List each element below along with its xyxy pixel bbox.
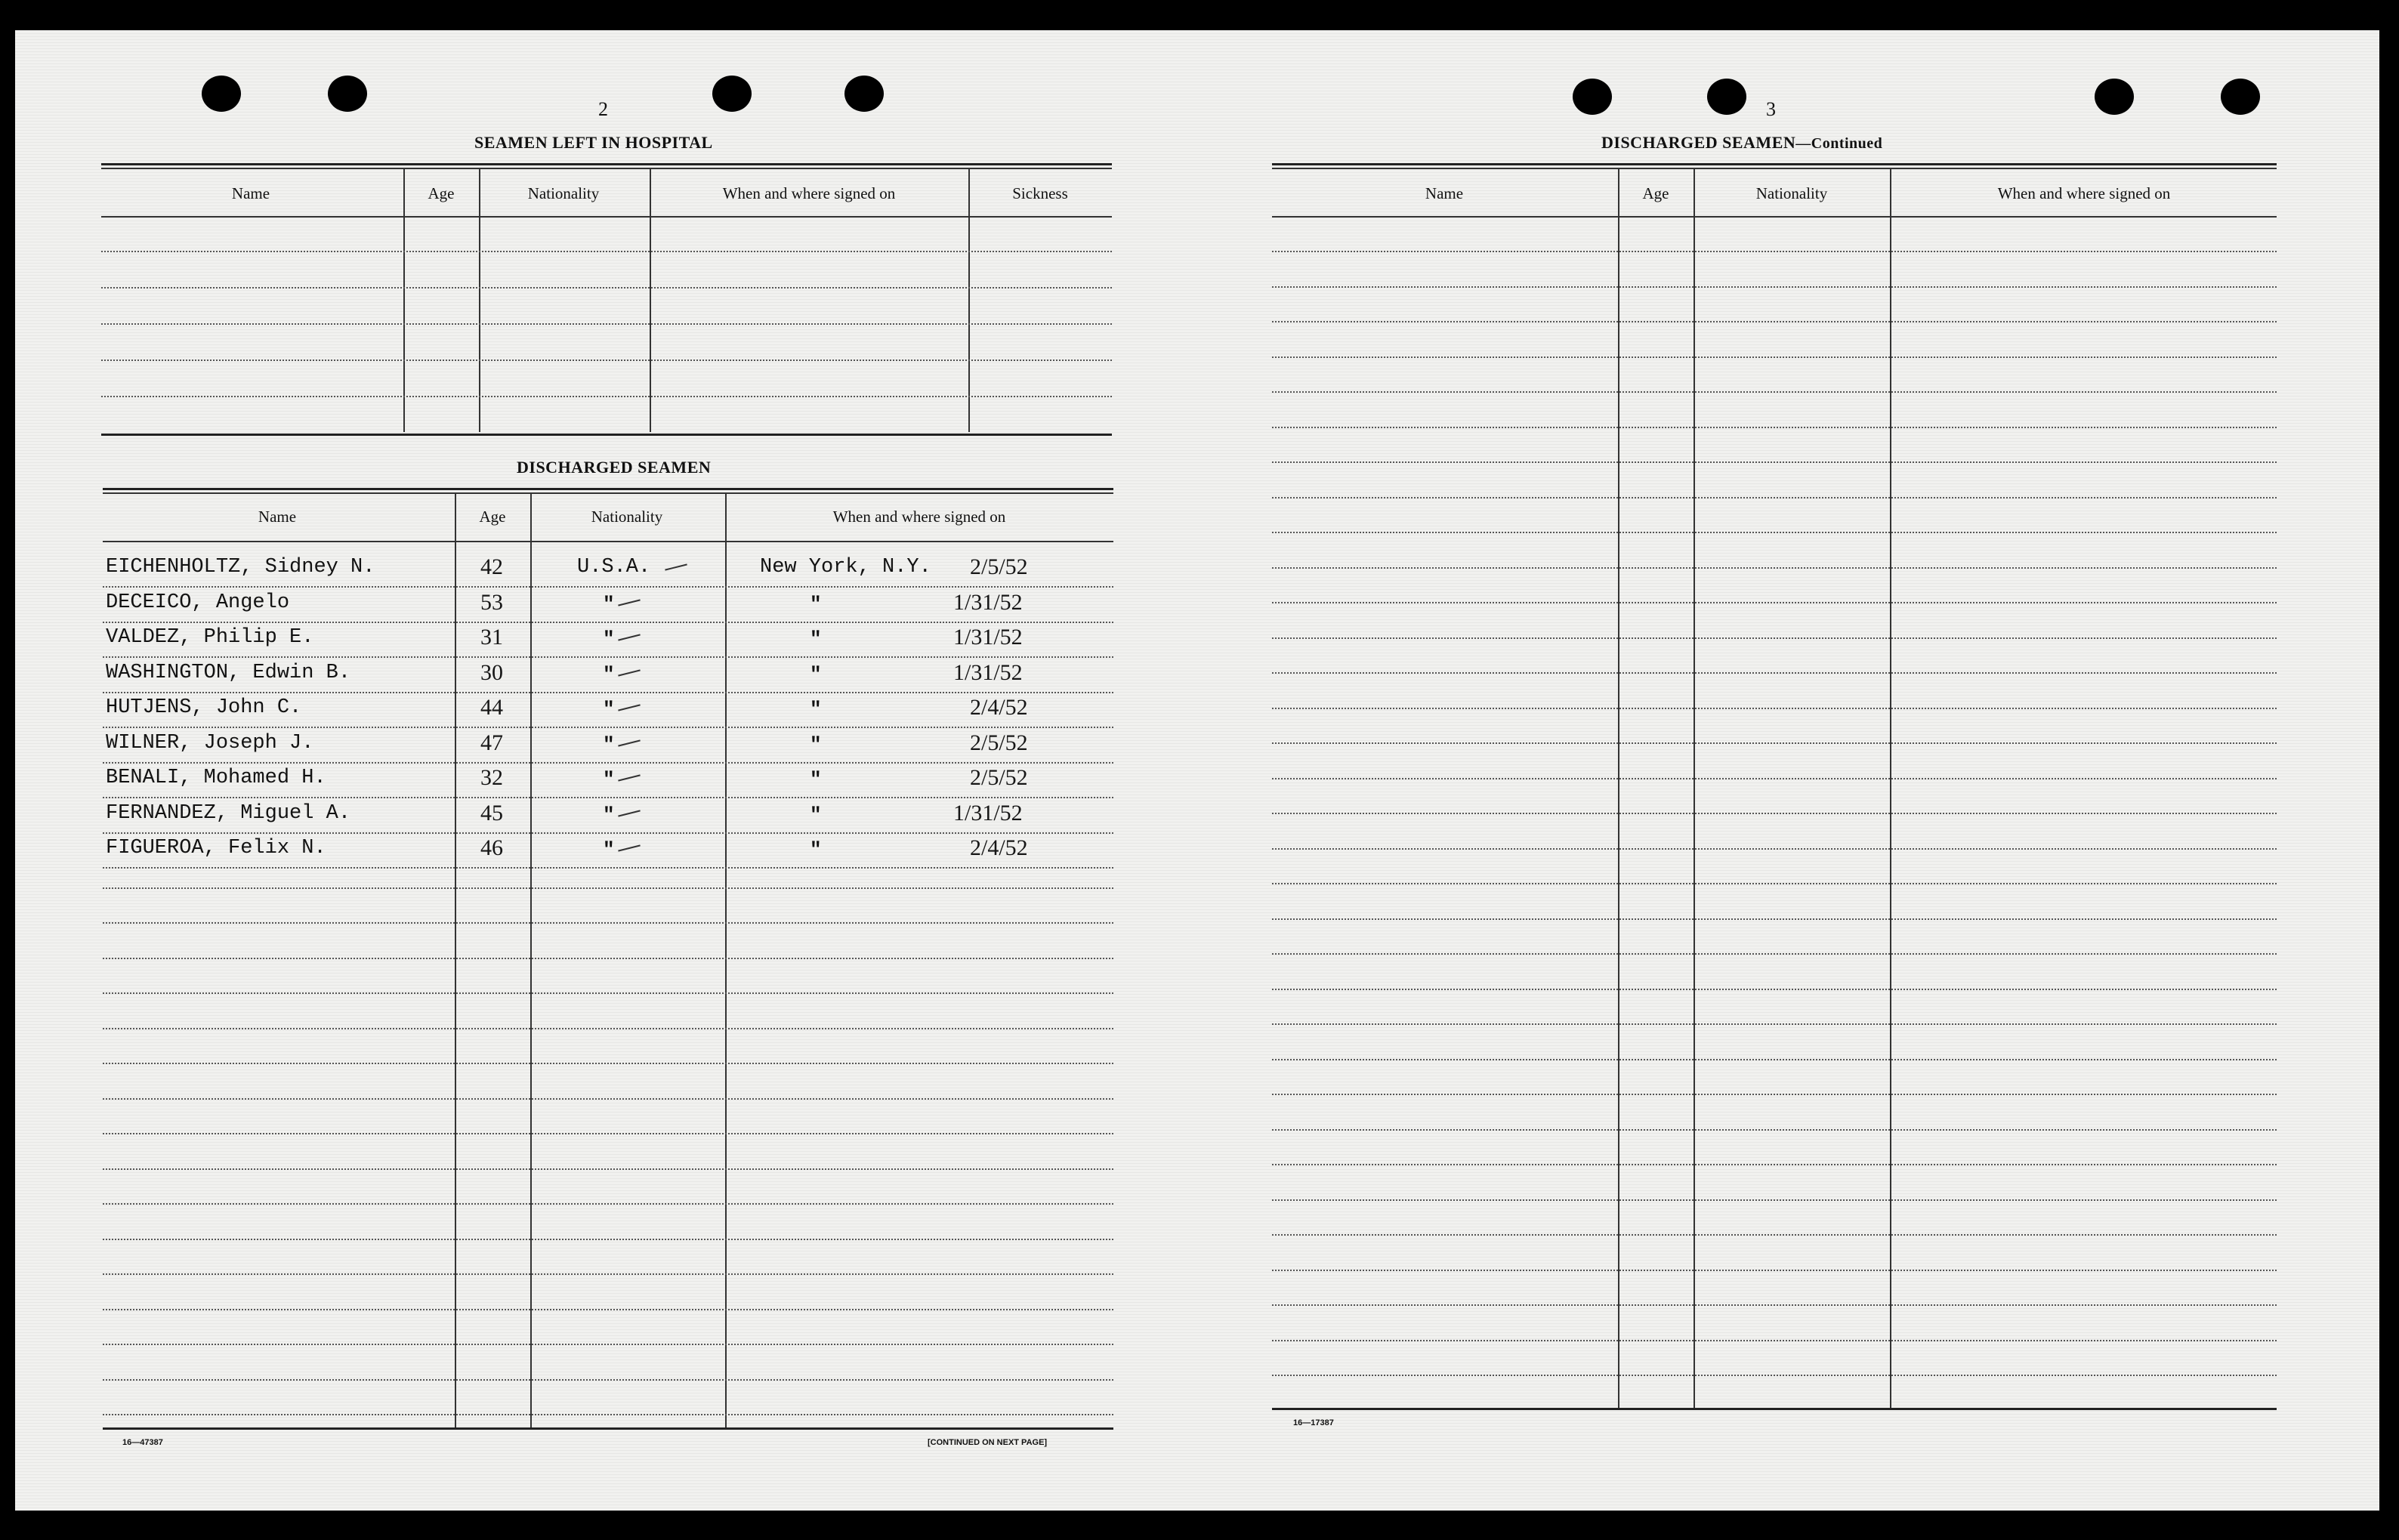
table-row-line	[103, 692, 1113, 693]
right-bottom-rule	[1272, 1408, 2277, 1410]
table-row-line	[1272, 1059, 2277, 1060]
hospital-divider	[968, 168, 970, 432]
seaman-nationality-ditto: "	[603, 838, 615, 861]
seaman-nationality-ditto: "	[603, 698, 615, 721]
seaman-signed-place-ditto: "	[810, 803, 822, 826]
right-col-age: Age	[1642, 184, 1669, 202]
table-row-line	[1272, 1270, 2277, 1271]
seaman-nationality-ditto: "	[603, 803, 615, 826]
table-row-line	[1272, 1340, 2277, 1341]
table-row-line	[1272, 427, 2277, 428]
footer-code-left: 16—47387	[122, 1438, 163, 1447]
table-row-line	[1272, 1199, 2277, 1201]
table-row-line	[103, 1203, 1113, 1205]
table-row-line	[103, 1309, 1113, 1310]
right-top-rule	[1272, 163, 2277, 165]
table-row-line	[1272, 883, 2277, 884]
table-row-line	[103, 992, 1113, 994]
seaman-age: 45	[480, 800, 503, 826]
seaman-nationality-ditto: "	[603, 592, 615, 616]
seaman-nationality-ditto: "	[603, 733, 615, 756]
table-row-line	[103, 1379, 1113, 1381]
document-sheet	[15, 30, 2379, 1511]
table-row-line	[1272, 497, 2277, 498]
table-row-line	[103, 1063, 1113, 1064]
hospital-header-rule	[101, 216, 1112, 218]
seaman-age: 42	[480, 554, 503, 579]
seaman-signed-date: 1/31/52	[953, 800, 1023, 826]
table-row-line	[1272, 708, 2277, 709]
seaman-nationality-ditto: "	[603, 768, 615, 791]
table-row-line	[1272, 321, 2277, 323]
discharged-col-name: Name	[258, 508, 297, 526]
hospital-top-rule	[101, 163, 1112, 165]
hospital-row-line	[101, 396, 1112, 397]
table-row-line	[103, 867, 1113, 869]
hospital-row-line	[101, 323, 1112, 325]
punch-hole	[2221, 79, 2260, 115]
table-row-line	[103, 622, 1113, 623]
table-row-line	[1272, 532, 2277, 533]
right-col-name: Name	[1425, 184, 1464, 202]
discharged-col-signed-on: When and where signed on	[832, 508, 1006, 526]
table-row-line	[103, 922, 1113, 924]
table-row-line	[1272, 1129, 2277, 1131]
hospital-row-line	[101, 287, 1112, 289]
seaman-signed-place-ditto: "	[810, 733, 822, 756]
table-row-line	[1272, 953, 2277, 955]
hospital-bottom-rule	[101, 434, 1112, 436]
hospital-col-age: Age	[428, 184, 455, 202]
discharged-divider	[455, 492, 456, 1429]
punch-hole	[712, 76, 752, 112]
punch-hole	[2095, 79, 2134, 115]
discharged-col-age: Age	[479, 508, 506, 526]
table-row-line	[103, 586, 1113, 588]
seaman-age: 44	[480, 695, 503, 720]
seaman-age: 30	[480, 659, 503, 685]
footer-code-right: 16—17387	[1293, 1418, 1334, 1427]
table-row-line	[103, 1028, 1113, 1029]
seaman-age: 46	[480, 835, 503, 860]
table-row-line	[1272, 1234, 2277, 1236]
discharged-bottom-rule	[103, 1427, 1113, 1430]
right-divider	[1890, 168, 1891, 1409]
table-row-line	[1272, 356, 2277, 358]
seaman-signed-date: 2/5/52	[970, 765, 1028, 790]
seaman-signed-date: 2/4/52	[970, 695, 1028, 720]
page-number-left: 2	[598, 98, 608, 120]
table-row-line	[1272, 989, 2277, 990]
table-row-line	[1272, 1094, 2277, 1095]
table-row-line	[1272, 286, 2277, 288]
discharged-top-rule-2	[103, 492, 1113, 494]
table-row-line	[1272, 672, 2277, 674]
seaman-age: 53	[480, 589, 503, 615]
table-row-line	[103, 832, 1113, 834]
seaman-age: 31	[480, 625, 503, 650]
seaman-name: WILNER, Joseph J.	[106, 731, 314, 755]
footer-continued-note: [CONTINUED ON NEXT PAGE]	[928, 1438, 1048, 1447]
discharged-section-title: DISCHARGED SEAMEN	[517, 458, 712, 477]
table-row-line	[103, 887, 1113, 889]
table-row-line	[1272, 461, 2277, 463]
hospital-col-signed-on: When and where signed on	[722, 184, 896, 202]
seaman-signed-date: 1/31/52	[953, 589, 1023, 615]
discharged-divider	[725, 492, 727, 1429]
table-row-line	[1272, 778, 2277, 779]
table-row-line	[103, 1133, 1113, 1134]
table-row-line	[1272, 637, 2277, 639]
discharged-divider	[530, 492, 532, 1429]
table-row-line	[1272, 918, 2277, 920]
seaman-name: FIGUEROA, Felix N.	[106, 837, 326, 859]
seaman-signed-date: 2/5/52	[970, 730, 1028, 755]
right-col-signed-on: When and where signed on	[1997, 184, 2171, 202]
seaman-nationality: U.S.A.	[577, 556, 651, 579]
table-row-line	[103, 797, 1113, 798]
hospital-row-line	[101, 360, 1112, 361]
seaman-signed-date: 1/31/52	[953, 659, 1023, 685]
seaman-name: FERNANDEZ, Miguel A.	[106, 801, 351, 825]
right-section-title	[1601, 133, 1882, 153]
right-header-rule	[1272, 216, 2277, 218]
seaman-age: 47	[480, 730, 503, 755]
hospital-section-title: SEAMEN LEFT IN HOSPITAL	[474, 133, 713, 152]
discharged-header-rule	[103, 541, 1113, 542]
seaman-signed-date: 2/5/52	[970, 554, 1028, 579]
right-title-continued: —Continued	[1795, 135, 1883, 152]
hospital-top-rule-2	[101, 168, 1112, 169]
right-top-rule-2	[1272, 168, 2277, 169]
table-row-line	[103, 958, 1113, 959]
table-row-line	[1272, 1164, 2277, 1165]
table-row-line	[103, 656, 1113, 658]
right-col-nationality: Nationality	[1755, 184, 1828, 202]
punch-hole	[328, 76, 367, 112]
hospital-divider	[403, 168, 405, 432]
seaman-name: BENALI, Mohamed H.	[106, 767, 326, 789]
punch-hole	[1573, 79, 1612, 115]
table-row-line	[1272, 602, 2277, 603]
seaman-signed-place-ditto: "	[810, 768, 822, 791]
table-row-line	[1272, 1375, 2277, 1376]
table-row-line	[1272, 848, 2277, 850]
table-row-line	[1272, 813, 2277, 814]
page-number-right: 3	[1766, 98, 1776, 120]
punch-hole	[1707, 79, 1746, 115]
table-row-line	[103, 1414, 1113, 1415]
seaman-signed-date: 2/4/52	[970, 835, 1028, 860]
hospital-col-nationality: Nationality	[527, 184, 600, 202]
hospital-row-line	[101, 251, 1112, 252]
table-row-line	[103, 1239, 1113, 1240]
seaman-signed-date: 1/31/52	[953, 625, 1023, 650]
hospital-col-sickness: Sickness	[1012, 184, 1068, 202]
hospital-divider	[650, 168, 651, 432]
table-row-line	[103, 1168, 1113, 1170]
seaman-signed-place-ditto: "	[810, 592, 822, 616]
discharged-top-rule	[103, 488, 1113, 490]
table-row-line	[103, 727, 1113, 728]
table-row-line	[103, 1098, 1113, 1100]
seaman-signed-place-ditto: "	[810, 662, 822, 686]
table-row-line	[1272, 567, 2277, 569]
table-row-line	[1272, 251, 2277, 252]
seaman-signed-place-ditto: "	[810, 838, 822, 861]
table-row-line	[1272, 1023, 2277, 1025]
table-row-line	[103, 1273, 1113, 1275]
seaman-signed-place-ditto: "	[810, 628, 822, 650]
seaman-nationality-ditto: "	[603, 662, 615, 686]
seaman-name: VALDEZ, Philip E.	[106, 626, 314, 649]
discharged-col-nationality: Nationality	[591, 508, 663, 526]
seaman-name: WASHINGTON, Edwin B.	[106, 661, 351, 684]
hospital-col-name: Name	[231, 184, 270, 202]
table-row-line	[1272, 1304, 2277, 1306]
seaman-name: DECEICO, Angelo	[106, 591, 290, 614]
seaman-name: EICHENHOLTZ, Sidney N.	[106, 556, 375, 579]
table-row-line	[1272, 391, 2277, 393]
right-divider	[1694, 168, 1695, 1409]
seaman-name: HUTJENS, John C.	[106, 696, 302, 719]
table-row-line	[103, 1344, 1113, 1345]
right-title-main: DISCHARGED SEAMEN	[1601, 133, 1796, 152]
seaman-signed-place-ditto: "	[810, 698, 822, 721]
punch-hole	[202, 76, 241, 112]
right-divider	[1618, 168, 1619, 1409]
table-row-line	[103, 762, 1113, 764]
seaman-age: 32	[480, 765, 503, 790]
table-row-line	[1272, 742, 2277, 744]
seaman-nationality-ditto: "	[603, 628, 615, 650]
punch-hole	[844, 76, 884, 112]
seaman-signed-place: New York, N.Y.	[760, 556, 931, 579]
hospital-divider	[479, 168, 480, 432]
